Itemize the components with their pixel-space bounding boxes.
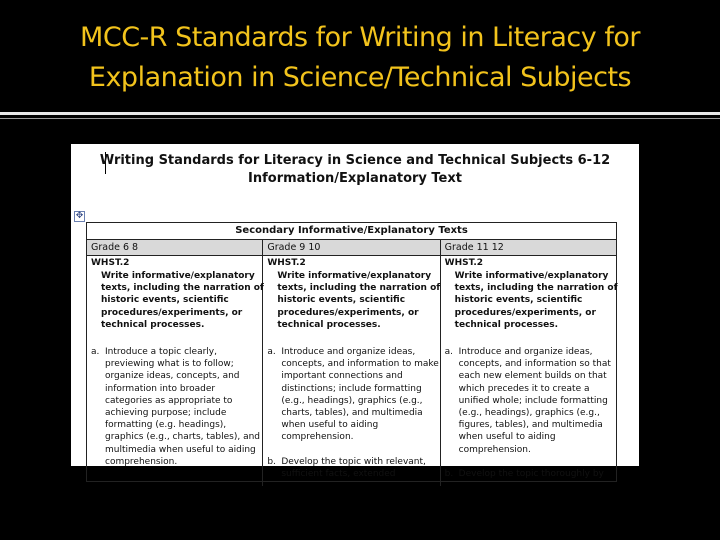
slide-title: [0, 18, 720, 98]
grade-header-11-12: Grade 11 12: [444, 242, 504, 253]
standards-row: [87, 256, 616, 486]
item-b-label: b.: [267, 457, 276, 467]
grade-header-9-10: Grade 9 10: [263, 240, 440, 255]
table-title: Secondary Informative/Explanatory Texts: [87, 223, 616, 240]
item-b-label: b.: [444, 469, 454, 479]
item-a-text: Introduce and organize ideas, concepts, and information to make important connections and distinctions; include formatting (e.g., headings), graphics (e.g., charts, tables), and multimedia when useful to aiding comprehension.: [281, 347, 439, 443]
standard-code: WHST.2: [91, 258, 130, 268]
item-a-label: a.: [91, 347, 100, 357]
title-divider-thick: [0, 112, 720, 115]
item-a-text: Introduce and organize ideas, concepts, and information so that each new element builds on that which precedes it to create a unified whole; include formatting (e.g., headings), graphics (e.g., figures, tables), and multimedia when useful to aiding comprehension.: [458, 347, 611, 455]
item-a-label: a.: [267, 347, 276, 357]
slide-title-line-1: MCC-R Standards for Writing in Literacy for: [80, 22, 640, 53]
grade-header-row: [87, 240, 616, 256]
column-grade-6-8: [87, 256, 263, 486]
document-heading: [71, 152, 639, 188]
standard-code: WHST.2: [444, 258, 484, 268]
standard-statement: Write informative/explanatory texts, including the narration of historic events, scientific procedures/experiments, or technical processes.: [277, 271, 441, 330]
table-move-handle-icon[interactable]: ✥: [75, 211, 84, 221]
standard-statement: Write informative/explanatory texts, including the narration of historic events, scientific procedures/experiments, or technical processes.: [101, 271, 264, 330]
column-grade-9-10: [263, 256, 440, 486]
item-b-text: Develop the topic with relevant, sufficient facts, extended: [281, 457, 426, 480]
slide-title-line-2: Explanation in Science/Technical Subjects: [88, 62, 632, 93]
document-heading-line-2: Information/Explanatory Text: [248, 171, 462, 186]
item-b-text: Develop the topic thoroughly by: [458, 469, 604, 479]
document-heading-line-1: Writing Standards for Literacy in Science and Technical Subjects 6-12: [99, 153, 611, 168]
title-divider-thin: [0, 118, 720, 119]
standards-table: [86, 222, 617, 482]
item-a-text: Introduce a topic clearly, previewing what is to follow; organize ideas, concepts, and information into broader categories as appropriate to achieving purpose; include formatting (e.g. headings), graphics (e.g., charts, tables), and multimedia when useful to aiding comprehension.: [105, 347, 261, 467]
item-a-label: a.: [444, 347, 454, 357]
document-screenshot: [71, 144, 639, 480]
grade-header-6-8: Grade 6 8: [87, 240, 263, 255]
standard-code: WHST.2: [267, 258, 306, 268]
column-grade-11-12: [441, 256, 616, 486]
standard-statement: Write informative/explanatory texts, including the narration of historic events, scientific procedures/experiments, or technical processes.: [454, 271, 618, 330]
